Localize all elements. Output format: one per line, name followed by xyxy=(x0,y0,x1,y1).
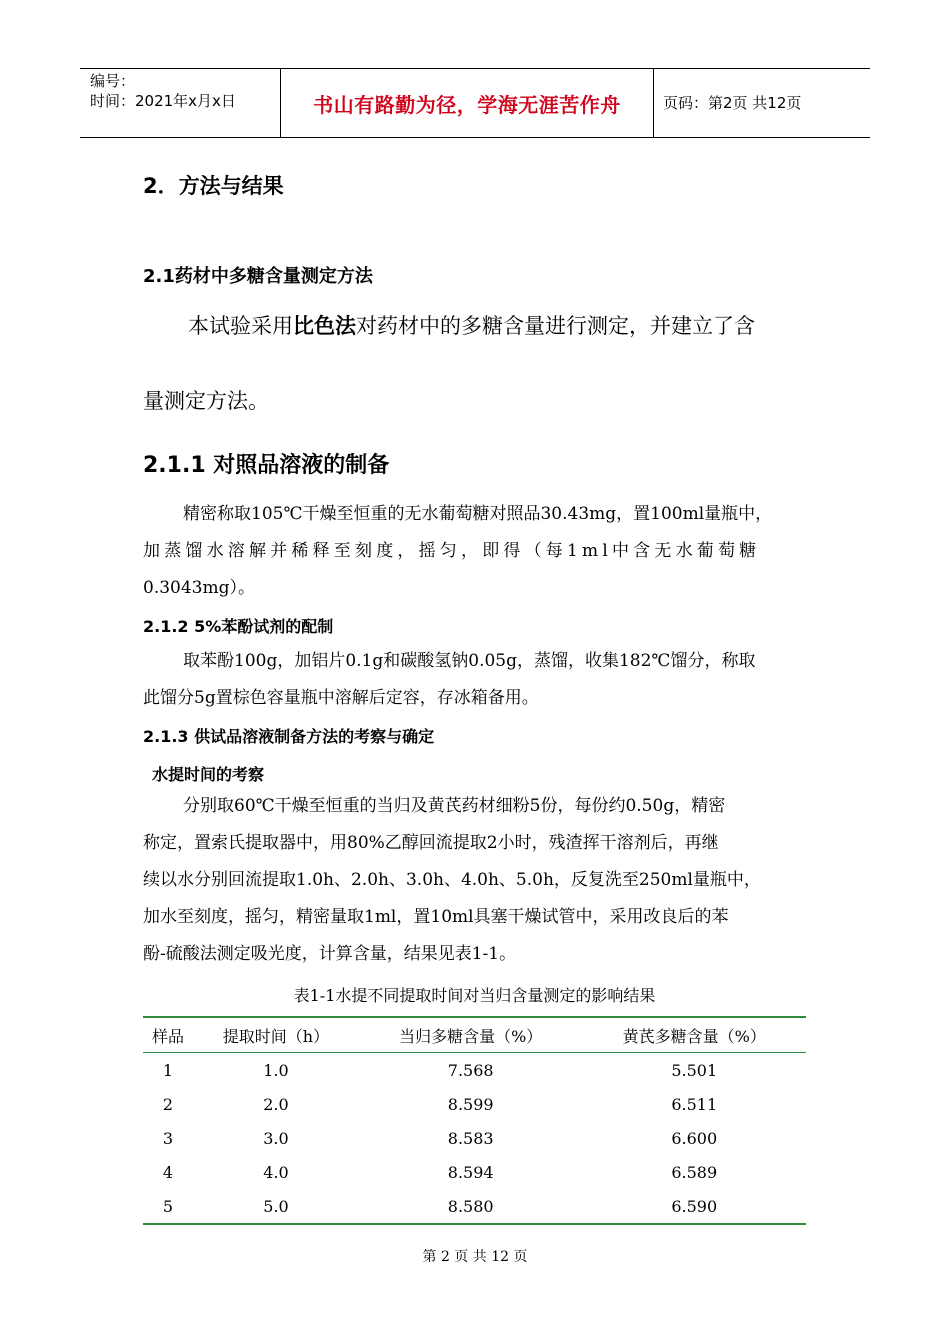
table-row xyxy=(143,1189,806,1224)
paragraph-line: 分别取60℃干燥至恒重的当归及黄芪药材细粉5份，每份约0.50g，精密 xyxy=(183,796,726,816)
table-header-row xyxy=(143,1017,806,1053)
paragraph-line: 0.3043mg）。 xyxy=(143,578,255,598)
header-motto-cell xyxy=(280,69,654,137)
table-cell: 5.0 xyxy=(263,1196,289,1216)
results-table xyxy=(143,1016,806,1225)
intro-paragraph-line1 xyxy=(188,310,755,340)
table-cell: 6.589 xyxy=(671,1162,718,1182)
paragraph-2-1-1 xyxy=(143,496,813,607)
paragraph-2-1-3 xyxy=(143,788,813,973)
paragraph-line: 精密称取105℃干燥至恒重的无水葡萄糖对照品30.43mg，置100ml量瓶中， xyxy=(183,504,773,524)
paragraph-line: 此馏分5g置棕色容量瓶中溶解后定容，存冰箱备用。 xyxy=(143,688,539,708)
heading-2-1-2: 2.1.2 5%苯酚试剂的配制 xyxy=(143,617,334,636)
table-cell: 2 xyxy=(162,1094,174,1114)
table-cell: 6.600 xyxy=(671,1128,718,1148)
header-left-cell xyxy=(80,69,280,137)
page-footer: 第 2 页 共 12 页 xyxy=(422,1249,528,1265)
intro-paragraph-line2: 量测定方法。 xyxy=(143,389,269,413)
table-cell: 8.580 xyxy=(447,1196,494,1216)
paragraph-2-1-2 xyxy=(143,643,813,717)
table-cell: 5 xyxy=(162,1196,174,1216)
table-cell: 8.583 xyxy=(447,1128,494,1148)
table-cell: 3.0 xyxy=(263,1128,289,1148)
intro-text-part2: 对药材中的多糖含量进行测定，并建立了含 xyxy=(356,314,755,338)
paragraph-line: 酚-硫酸法测定吸光度，计算含量，结果见表1-1。 xyxy=(143,944,517,964)
intro-bold-term: 比色法 xyxy=(293,314,356,338)
table-cell: 1 xyxy=(162,1060,174,1080)
table-header-cell: 当归多糖含量（%） xyxy=(399,1026,543,1046)
table-cell: 3 xyxy=(162,1128,174,1148)
table-cell: 8.599 xyxy=(447,1094,494,1114)
page-header xyxy=(80,68,870,138)
table-cell: 7.568 xyxy=(447,1060,494,1080)
heading-2-1-3: 2.1.3 供试品溶液制备方法的考察与确定 xyxy=(143,727,435,746)
document-number-label: 编号： xyxy=(90,72,136,90)
subheading-water-extraction-time: 水提时间的考察 xyxy=(152,765,265,784)
table-cell: 1.0 xyxy=(263,1060,289,1080)
header-page-code: 页码：第2页 共12页 xyxy=(663,94,802,112)
table-cell: 8.594 xyxy=(447,1162,494,1182)
table-cell: 5.501 xyxy=(671,1060,718,1080)
document-date-label: 时间：2021年x月x日 xyxy=(90,92,236,110)
header-motto: 书山有路勤为径，学海无涯苦作舟 xyxy=(313,92,621,117)
table-cell: 6.511 xyxy=(671,1094,718,1114)
paragraph-line: 加蒸馏水溶解并稀释至刻度，摇匀，即得（每1ml中含无水葡萄糖 xyxy=(143,541,761,561)
table-cell: 4 xyxy=(162,1162,174,1182)
table-row xyxy=(143,1155,806,1189)
table-row xyxy=(143,1121,806,1155)
paragraph-line: 取苯酚100g，加铝片0.1g和碳酸氢钠0.05g，蒸馏，收集182℃馏分，称取 xyxy=(183,651,756,671)
table-caption: 表1-1水提不同提取时间对当归含量测定的影响结果 xyxy=(293,986,656,1005)
section-title: 2．方法与结果 xyxy=(143,174,284,198)
header-page-cell xyxy=(653,69,870,137)
table-header-cell: 样品 xyxy=(151,1026,184,1046)
table-row xyxy=(143,1053,806,1088)
table-cell: 6.590 xyxy=(671,1196,718,1216)
table-cell: 4.0 xyxy=(263,1162,289,1182)
paragraph-line: 加水至刻度，摇匀，精密量取1ml，置10ml具塞干燥试管中，采用改良后的苯 xyxy=(143,907,729,927)
heading-2-1-1: 2.1.1 对照品溶液的制备 xyxy=(143,453,390,478)
subsection-title: 2.1药材中多糖含量测定方法 xyxy=(143,266,373,287)
table-header-cell: 黄芪多糖含量（%） xyxy=(622,1026,766,1046)
paragraph-line: 续以水分别回流提取1.0h、2.0h、3.0h、4.0h、5.0h，反复洗至250ml量瓶中， xyxy=(143,870,761,890)
table-row xyxy=(143,1087,806,1121)
intro-text-part1: 本试验采用 xyxy=(188,314,293,338)
table-header-cell: 提取时间（h） xyxy=(222,1026,330,1046)
paragraph-line: 称定，置索氏提取器中，用80%乙醇回流提取2小时，残渣挥干溶剂后，再继 xyxy=(143,833,719,853)
table-cell: 2.0 xyxy=(263,1094,289,1114)
